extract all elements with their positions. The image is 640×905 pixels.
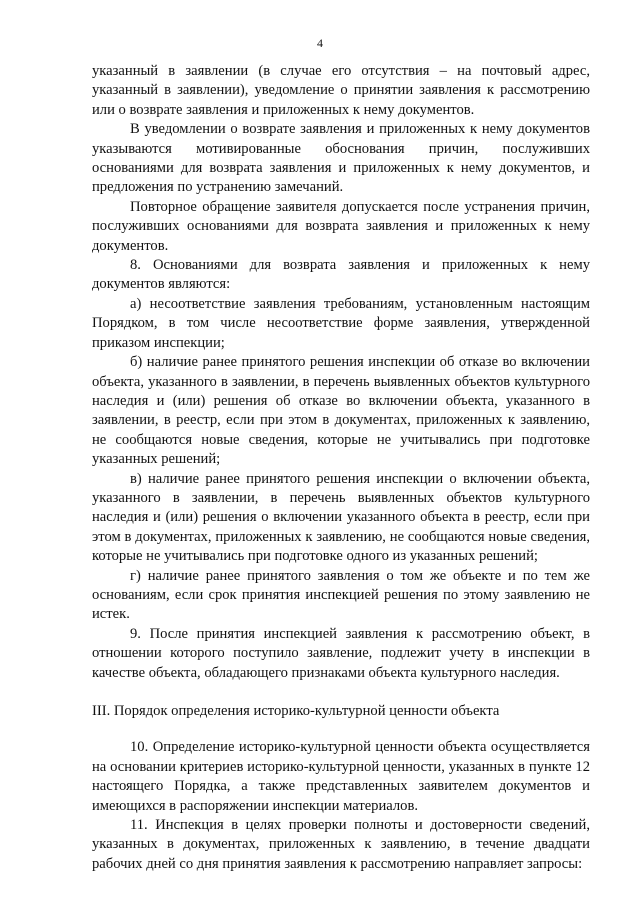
paragraph-item-11: 11. Инспекция в целях проверки полноты и достоверности сведений, указанных в документах, приложенных к заявлению, в течение двадцати рабочих дней со дня принятия заявления к рассмотрению направляет запросы:: [92, 817, 590, 872]
paragraph-repeat-request: Повторное обращение заявителя допускается после устранения причин, послуживших основаниями для возврата заявления и приложенных к нему документов.: [92, 198, 590, 254]
paragraph-continuation: указанный в заявлении (в случае его отсутствия – на почтовый адрес, указанный в заявлении), уведомление о принятии заявления к рассмотрению или о возврате заявления и приложенных к нему документов.: [92, 63, 590, 118]
paragraph-return-notice: В уведомлении о возврате заявления и приложенных к нему документов указываются мотивированные обоснования причин, послуживших основаниями для возврата заявления и приложенных к нему документов, и предложения по устранению замечаний.: [92, 121, 590, 196]
paragraph-item-9: 9. После принятия инспекцией заявления к рассмотрению объект, в отношении которого поступило заявление, подлежит учету в инспекции в качестве объекта, обладающего признаками объекта культурного наследия.: [92, 625, 590, 681]
paragraph-item-10: 10. Определение историко-культурной ценности объекта осуществляется на основании критериев историко-культурной ценности, указанных в пункте 12 настоящего Порядка, а также представленных заявителем документов и имеющихся в распоряжении инспекции материалов.: [92, 739, 590, 814]
document-body: [92, 62, 590, 874]
paragraph-item-8: 8. Основаниями для возврата заявления и приложенных к нему документов являются:: [92, 257, 590, 293]
paragraph-item-8a: а) несоответствие заявления требованиям, установленным настоящим Порядком, в том числе несоответствие форме заявления, утвержденной приказом инспекции;: [92, 295, 590, 351]
paragraph-item-8b: б) наличие ранее принятого решения инспекции об отказе во включении объекта, указанного в заявлении, в перечень выявленных объектов культурного наследия и (или) решения об отказе во включении объекта, указанного в заявлении, в реестр, если при этом в документах, приложенных к заявлению, не сообщаются новые сведения, которые не учитывались при подготовке указанных решений;: [92, 354, 590, 468]
paragraph-item-8g: г) наличие ранее принятого заявления о том же объекте и по тем же основаниям, если срок принятия инспекцией решения по этому заявлению не истек.: [92, 567, 590, 623]
section-heading: III. Порядок определения историко-культурной ценности объекта: [92, 703, 500, 719]
paragraph-item-8v: в) наличие ранее принятого решения инспекции о включении объекта, указанного в заявлении, в перечень выявленных объектов культурного наследия и (или) решения о включении указанного объекта в реестр, если при этом в документах, приложенных к заявлению, не сообщаются новые сведения, которые не учитывались при подготовке одного из указанных решений;: [92, 470, 590, 565]
page-number: 4: [317, 36, 323, 50]
